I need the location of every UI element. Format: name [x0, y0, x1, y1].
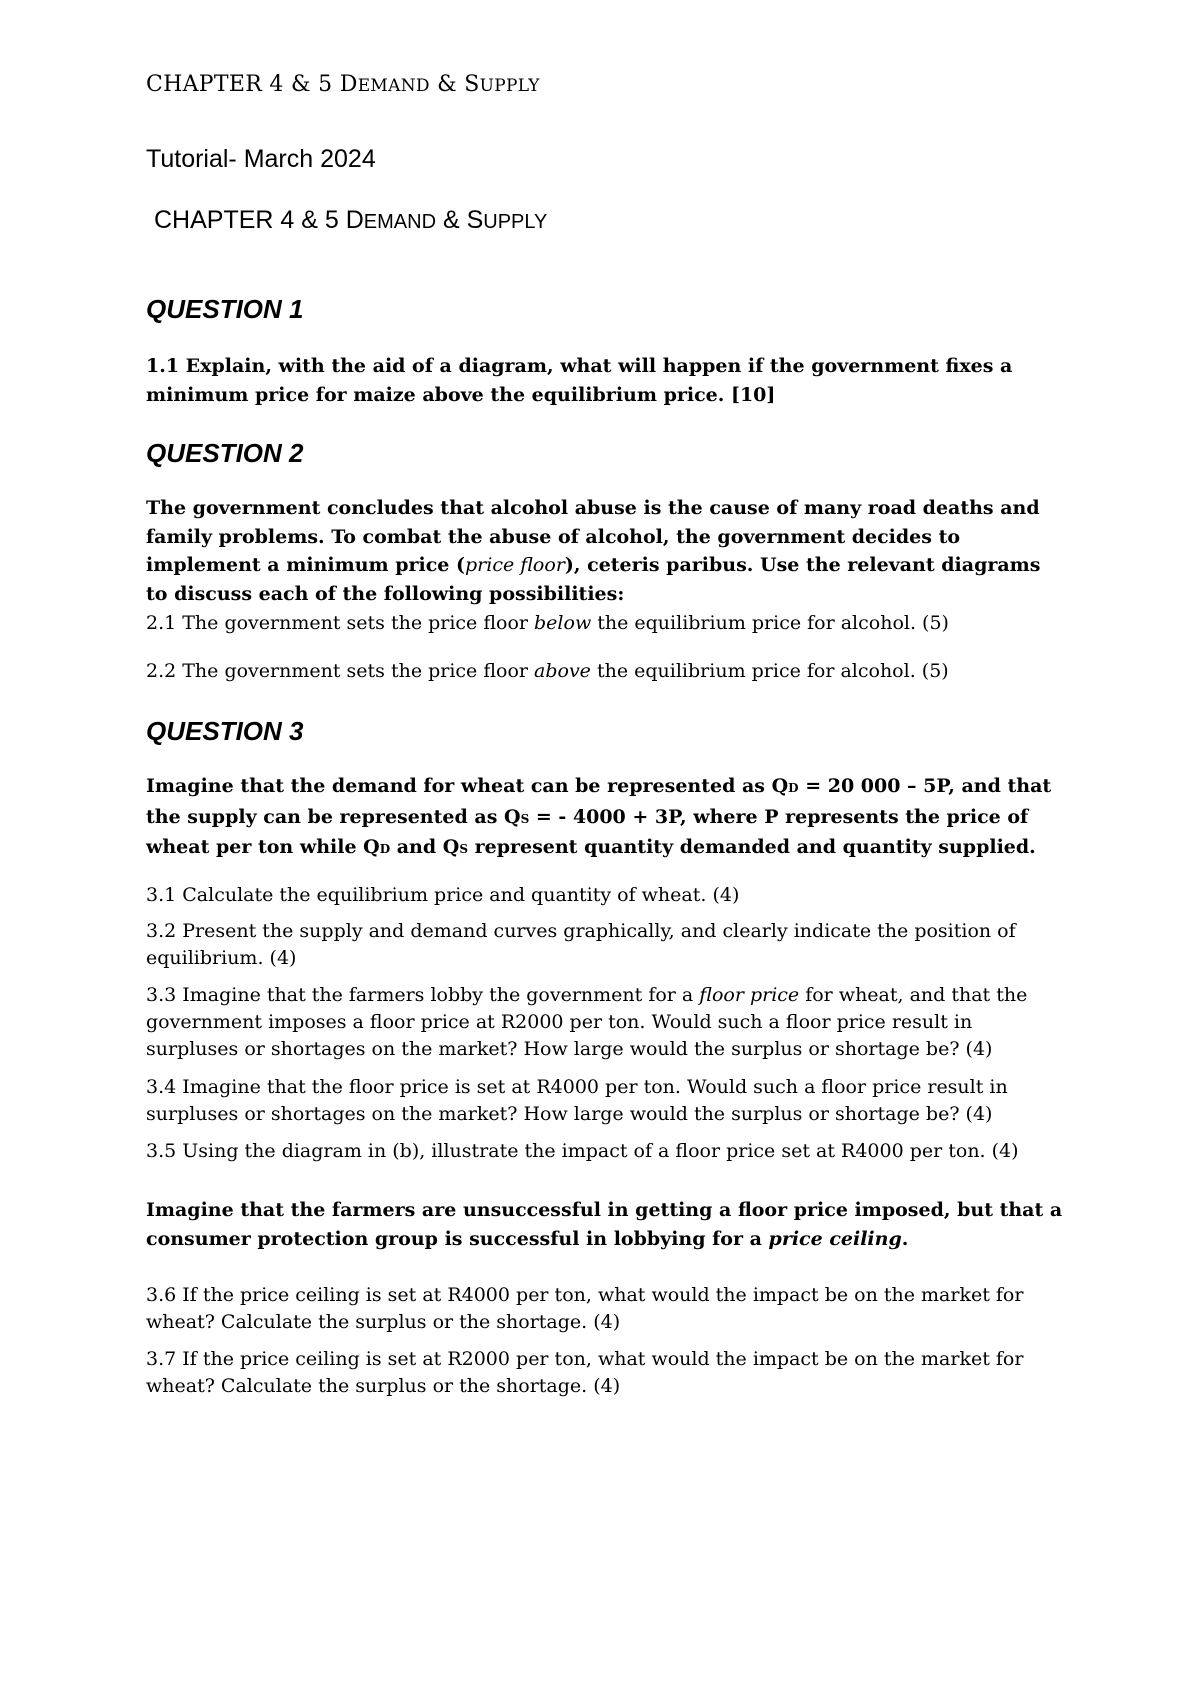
question-3-3: 3.3 Imagine that the farmers lobby the government for a floor price for wheat, and that the government imposes a floor price at R2000 per ton. Would such a floor price result in surpluses or shortages on the market? How large would the surplus or shortage be? (4) — [146, 984, 1028, 1060]
question-3-6: 3.6 If the price ceiling is set at R4000 per ton, what would the impact be on the market for wheat? Calculate the surplus or the shortage. (4) — [146, 1284, 1024, 1333]
question-3-intro: Imagine that the demand for wheat can be represented as QD = 20 000 – 5P, and that the supply can be represented as QS = - 4000 + 3P, where P represents the price of wheat per ton while QD and QS represent quantity demanded and quantity supplied. — [146, 775, 1052, 858]
question-2-title: QUESTION 2 — [146, 438, 304, 468]
question-3-title: QUESTION 3 — [146, 716, 304, 746]
question-3-4: 3.4 Imagine that the floor price is set at R4000 per ton. Would such a floor price result in surpluses or shortages on the market? How large would the surplus or shortage be? (4) — [146, 1076, 1008, 1125]
chapter-heading-sans: CHAPTER 4 & 5 DEMAND & SUPPLY — [154, 206, 548, 234]
question-1-text: 1.1 Explain, with the aid of a diagram, what will happen if the government fixes a minimum price for maize above the equilibrium price. [10] — [146, 355, 1013, 406]
question-2-2: 2.2 The government sets the price floor above the equilibrium price for alcohol. (5) — [146, 660, 949, 682]
question-3-7: 3.7 If the price ceiling is set at R2000 per ton, what would the impact be on the market for wheat? Calculate the surplus or the shortage. (4) — [146, 1348, 1024, 1397]
question-2-intro: The government concludes that alcohol abuse is the cause of many road deaths and family problems. To combat the abuse of alcohol, the government decides to implement a minimum price (price floor), ceteris paribus. Use the relevant diagrams to discuss each of the following possibilities: — [146, 497, 1041, 605]
tutorial-date: Tutorial- March 2024 — [146, 145, 376, 173]
question-2-1: 2.1 The government sets the price floor below the equilibrium price for alcohol. (5) — [146, 612, 949, 634]
question-3-5: 3.5 Using the diagram in (b), illustrate the impact of a floor price set at R4000 per ton. (4) — [146, 1140, 1019, 1162]
chapter-heading-serif: CHAPTER 4 & 5 DEMAND & SUPPLY — [146, 72, 540, 97]
question-3-1: 3.1 Calculate the equilibrium price and quantity of wheat. (4) — [146, 884, 740, 906]
question-1-title: QUESTION 1 — [146, 294, 304, 324]
question-3-ceiling-intro: Imagine that the farmers are unsuccessful in getting a floor price imposed, but that a consumer protection group is successful in lobbying for a price ceiling. — [146, 1199, 1063, 1250]
question-3-2: 3.2 Present the supply and demand curves graphically, and clearly indicate the position of equilibrium. (4) — [146, 920, 1016, 969]
